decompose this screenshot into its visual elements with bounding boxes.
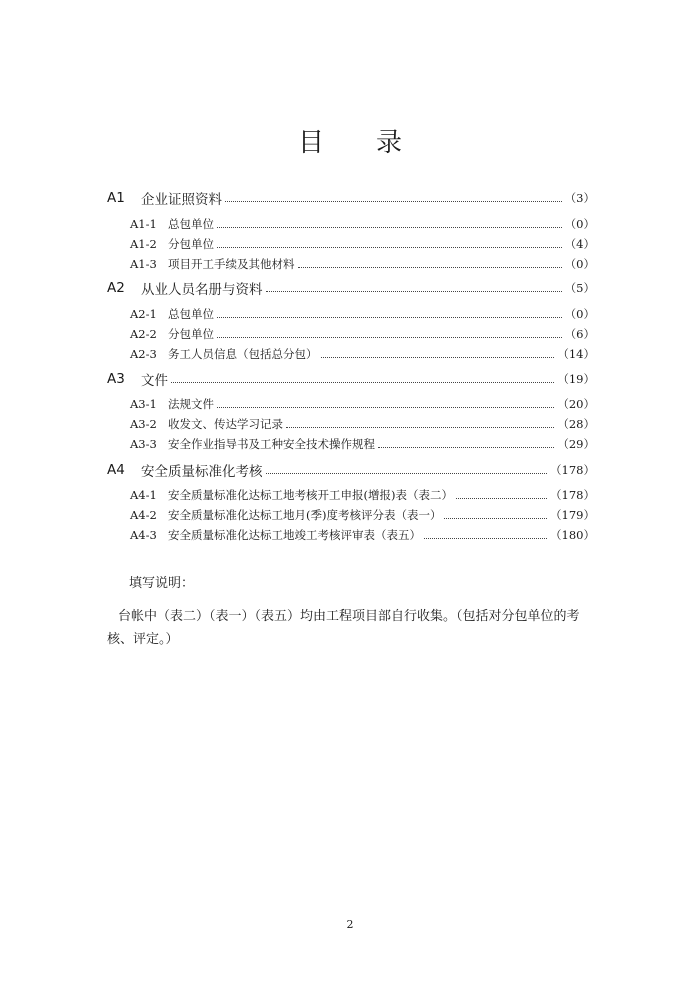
toc-item-a2-1[interactable] bbox=[130, 304, 595, 324]
toc-page-number: （179） bbox=[550, 508, 595, 522]
toc-leader bbox=[217, 406, 554, 408]
toc-leader bbox=[225, 200, 562, 202]
toc-leader bbox=[217, 316, 562, 318]
toc-section-label: 从业人员名册与资料 bbox=[141, 282, 263, 298]
toc-leader bbox=[444, 517, 547, 519]
toc-item-a2-3[interactable] bbox=[130, 344, 595, 364]
toc-page-number: （180） bbox=[550, 528, 595, 542]
toc-leader bbox=[378, 446, 554, 448]
toc-item-label: 分包单位 bbox=[168, 237, 214, 251]
toc-page-number: （178） bbox=[550, 488, 595, 502]
toc-section-label: 文件 bbox=[141, 373, 168, 389]
toc-page-number: （28） bbox=[557, 417, 595, 431]
toc-section-label: 安全质量标准化考核 bbox=[141, 464, 263, 480]
toc-page-number: （178） bbox=[550, 463, 595, 477]
toc-leader bbox=[286, 426, 554, 428]
title-left-char: 目 bbox=[297, 128, 324, 158]
instructions-heading: 填写说明： bbox=[129, 576, 195, 591]
toc-item-code: A4-2 bbox=[130, 508, 157, 522]
toc-leader bbox=[217, 226, 562, 228]
toc-item-code: A3-3 bbox=[130, 437, 157, 451]
toc-item-code: A1-1 bbox=[130, 217, 157, 231]
toc-section-code: A1 bbox=[107, 190, 125, 206]
toc-leader bbox=[266, 472, 548, 474]
toc-item-a1-3[interactable] bbox=[130, 254, 595, 274]
toc-item-code: A4-1 bbox=[130, 488, 157, 502]
toc-section-code: A4 bbox=[107, 462, 125, 478]
toc-item-label: 安全质量标准化达标工地考核开工申报(增报)表（表二） bbox=[168, 488, 453, 502]
toc-page-number: （20） bbox=[557, 397, 595, 411]
toc-item-a4-3[interactable] bbox=[130, 525, 595, 545]
toc-page-number: （0） bbox=[564, 307, 595, 321]
page-number: 2 bbox=[346, 918, 354, 931]
toc-item-code: A3-1 bbox=[130, 397, 157, 411]
filling-instructions bbox=[107, 572, 602, 651]
toc-page-number: （3） bbox=[564, 191, 595, 205]
toc-item-a3-2[interactable] bbox=[130, 414, 595, 434]
toc-item-a2-2[interactable] bbox=[130, 324, 595, 344]
toc-item-a4-2[interactable] bbox=[130, 505, 595, 525]
toc-item-label: 总包单位 bbox=[168, 217, 214, 231]
toc-section-a2[interactable] bbox=[107, 278, 595, 298]
toc-leader bbox=[217, 246, 562, 248]
toc-page-number: （29） bbox=[557, 437, 595, 451]
toc-item-label: 收发文、传达学习记录 bbox=[168, 417, 283, 431]
toc-section-code: A3 bbox=[107, 371, 125, 387]
toc-item-label: 总包单位 bbox=[168, 307, 214, 321]
toc-item-label: 安全质量标准化达标工地月(季)度考核评分表（表一） bbox=[168, 508, 442, 522]
toc-page-number: （4） bbox=[564, 237, 595, 251]
toc-item-a3-1[interactable] bbox=[130, 394, 595, 414]
toc-leader bbox=[266, 290, 562, 292]
toc-leader bbox=[171, 381, 554, 383]
toc-page-number: （5） bbox=[564, 281, 595, 295]
instructions-body: 台帐中（表二）（表一）（表五）均由工程项目部自行收集。（包括对分包单位的考核、评定。） bbox=[107, 609, 580, 647]
toc-page-number: （19） bbox=[557, 372, 595, 386]
toc-item-code: A4-3 bbox=[130, 528, 157, 542]
toc-leader bbox=[217, 336, 562, 338]
toc-item-code: A2-2 bbox=[130, 327, 157, 341]
toc-section-code: A2 bbox=[107, 280, 125, 296]
toc-item-label: 安全作业指导书及工种安全技术操作规程 bbox=[168, 437, 375, 451]
toc-page-number: （0） bbox=[564, 257, 595, 271]
toc-item-label: 法规文件 bbox=[168, 397, 214, 411]
toc-item-a1-1[interactable] bbox=[130, 214, 595, 234]
toc-item-code: A2-3 bbox=[130, 347, 157, 361]
toc-item-code: A1-3 bbox=[130, 257, 157, 271]
toc-item-label: 项目开工手续及其他材料 bbox=[168, 257, 295, 271]
toc-section-a4[interactable] bbox=[107, 460, 595, 480]
toc-section-a1[interactable] bbox=[107, 188, 595, 208]
toc-leader bbox=[321, 356, 555, 358]
page-title bbox=[0, 122, 700, 159]
toc-item-label: 务工人员信息（包括总分包） bbox=[168, 347, 318, 361]
toc-item-code: A3-2 bbox=[130, 417, 157, 431]
toc-page-number: （0） bbox=[564, 217, 595, 231]
toc-item-code: A2-1 bbox=[130, 307, 157, 321]
toc-leader bbox=[424, 537, 547, 539]
toc-item-code: A1-2 bbox=[130, 237, 157, 251]
toc-item-a4-1[interactable] bbox=[130, 485, 595, 505]
toc-item-a3-3[interactable] bbox=[130, 434, 595, 454]
toc-item-label: 安全质量标准化达标工地竣工考核评审表（表五） bbox=[168, 528, 421, 542]
toc-page-number: （14） bbox=[557, 347, 595, 361]
toc-section-a3[interactable] bbox=[107, 369, 595, 389]
toc-page-number: （6） bbox=[564, 327, 595, 341]
title-right-char: 录 bbox=[376, 128, 403, 158]
toc-item-label: 分包单位 bbox=[168, 327, 214, 341]
toc-section-label: 企业证照资料 bbox=[141, 192, 222, 208]
toc-item-a1-2[interactable] bbox=[130, 234, 595, 254]
toc-leader bbox=[298, 266, 562, 268]
toc-leader bbox=[456, 497, 547, 499]
